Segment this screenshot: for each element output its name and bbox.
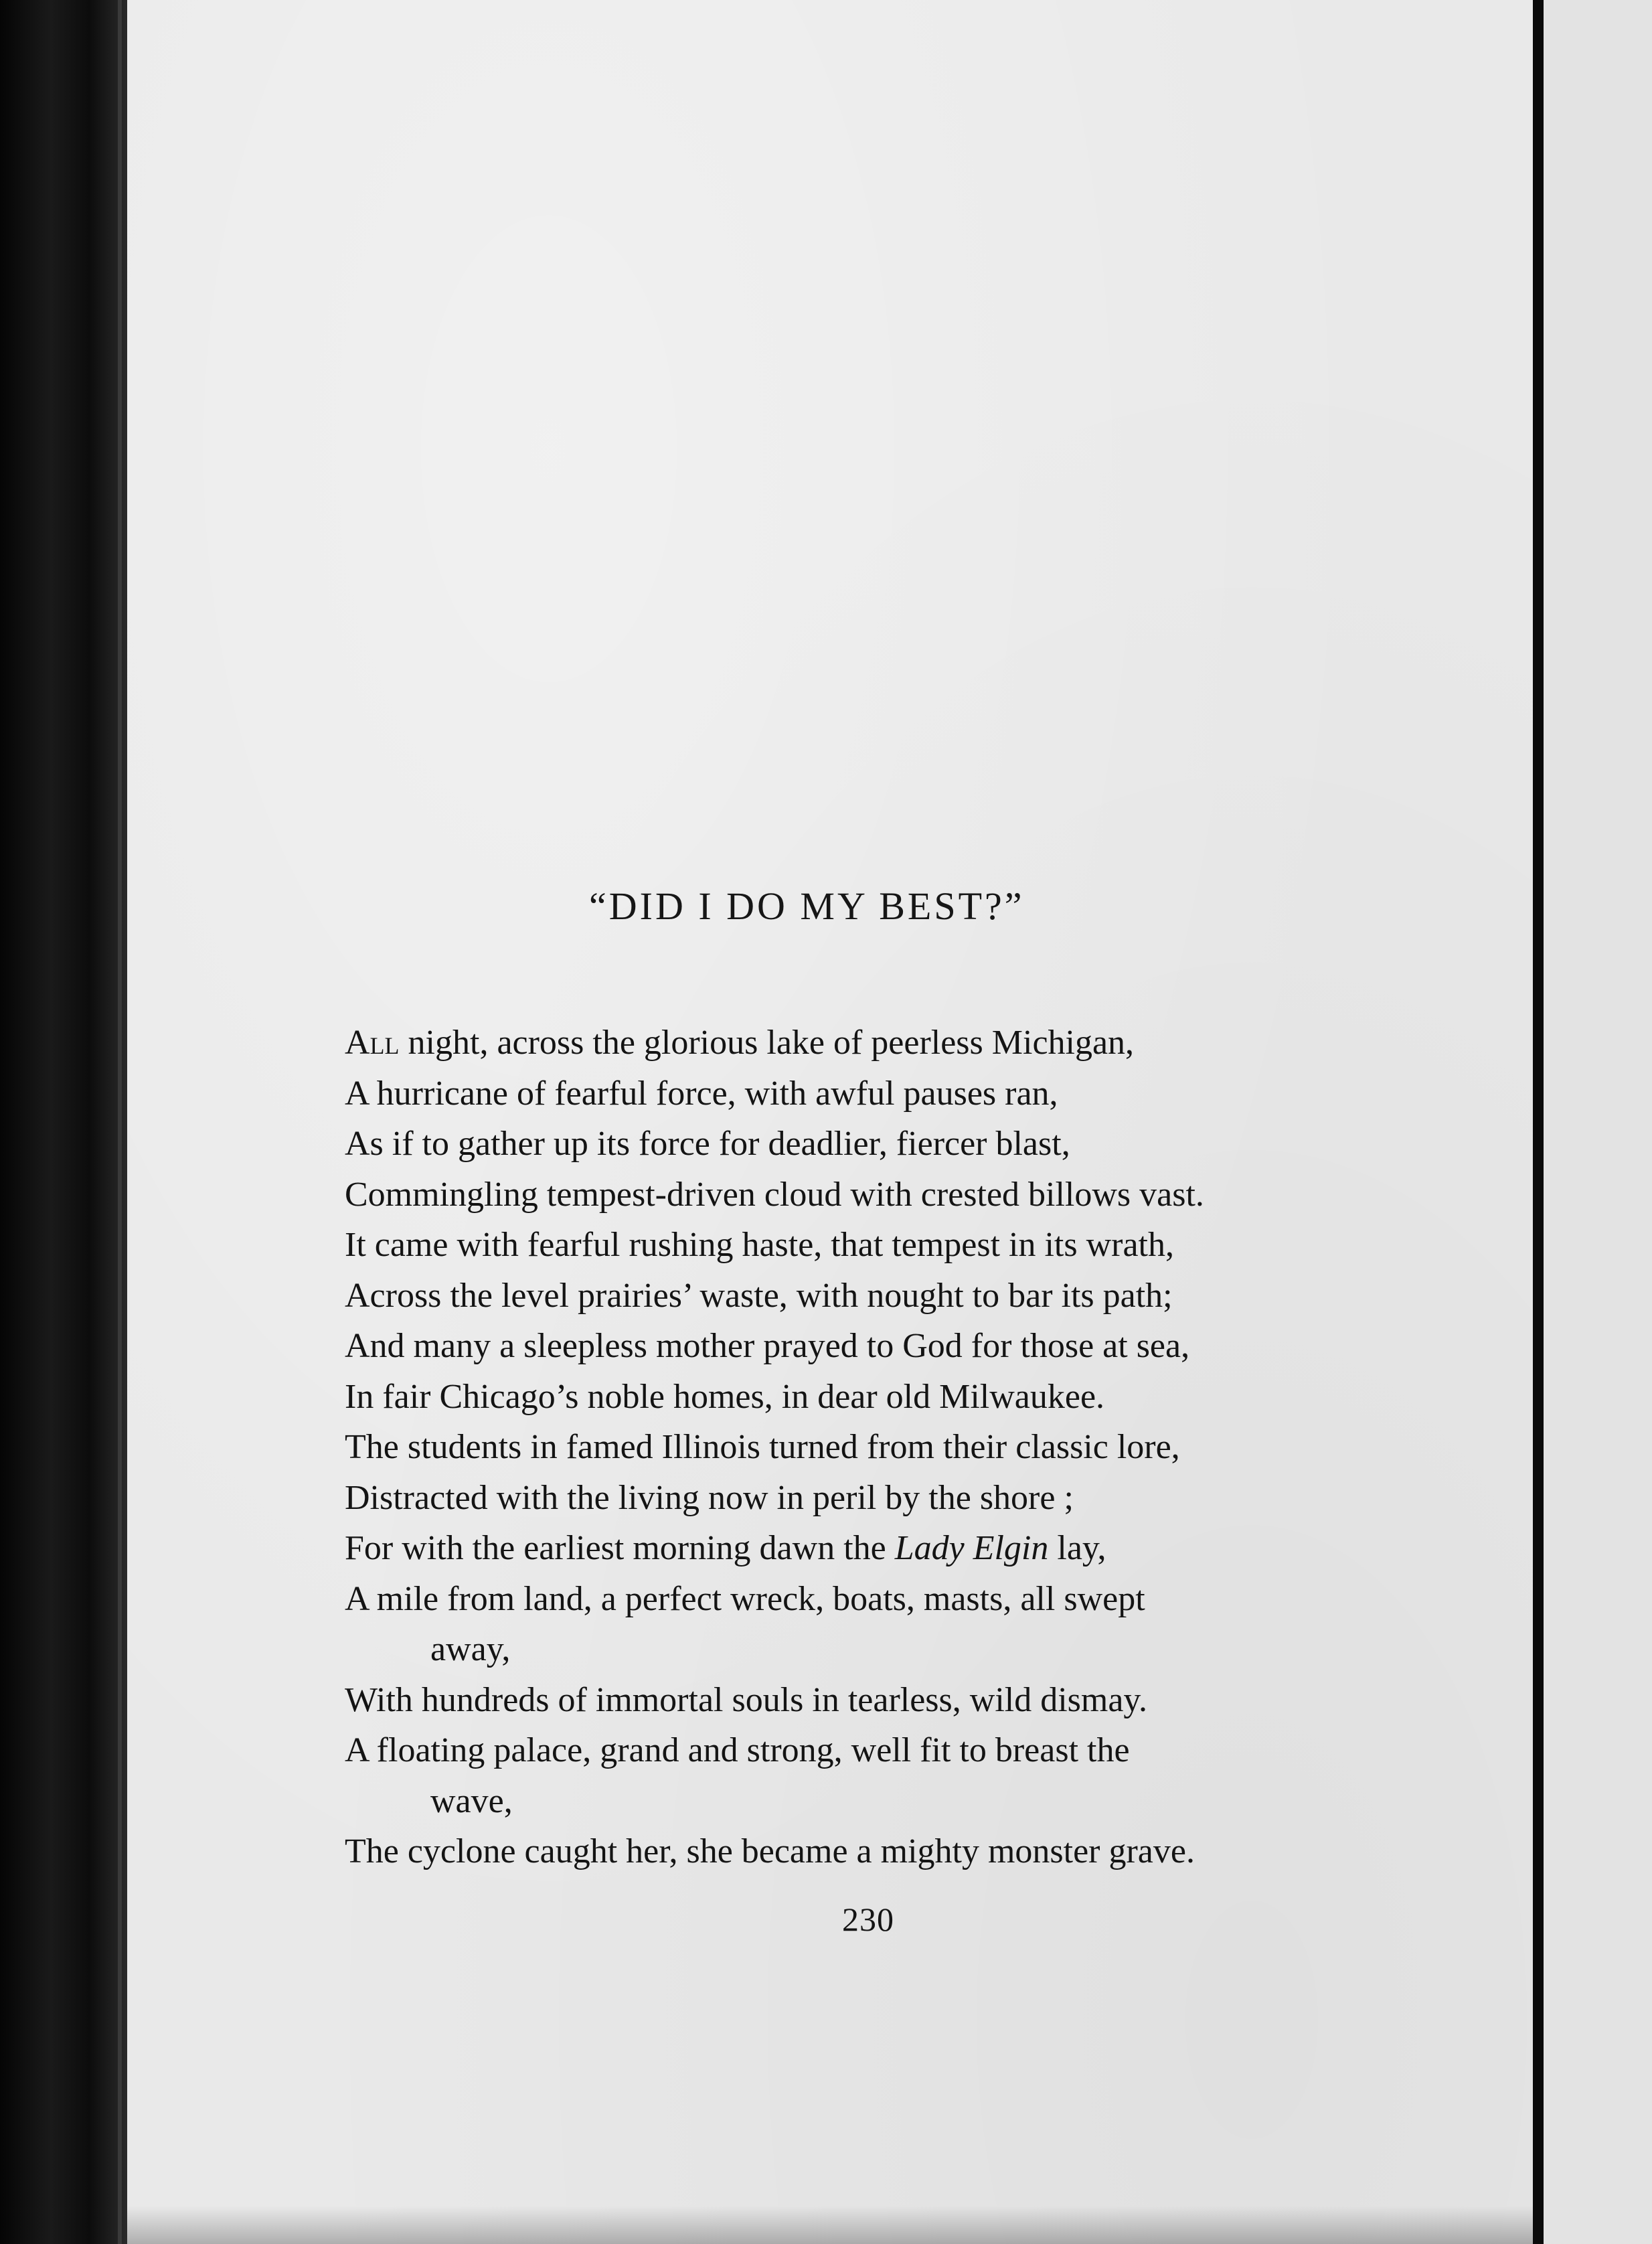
poem-line bbox=[345, 1523, 1389, 1574]
adjacent-page bbox=[1544, 0, 1652, 2244]
poem-line bbox=[345, 1018, 1389, 1068]
poem-line: With hundreds of immortal souls in tearless, wild dismay. bbox=[345, 1680, 1148, 1719]
gutter bbox=[1533, 0, 1544, 2244]
poem-title: “DID I DO MY BEST?” bbox=[589, 884, 1025, 928]
poem-line: As if to gather up its force for deadlier, fiercer blast, bbox=[345, 1125, 1070, 1163]
page-edge bbox=[118, 0, 122, 2244]
poem-line: Commingling tempest-driven cloud with crested billows vast. bbox=[345, 1175, 1204, 1214]
poem-line-continuation: away, bbox=[430, 1630, 511, 1668]
poem-line: A floating palace, grand and strong, well fit to breast the bbox=[345, 1731, 1130, 1769]
poem-line: Across the level prairies’ waste, with nought to bar its path; bbox=[345, 1276, 1173, 1315]
page-shadow bbox=[127, 2206, 1533, 2244]
poem-line: Distracted with the living now in peril by the shore ; bbox=[345, 1478, 1074, 1517]
poem-line: It came with fearful rushing haste, that tempest in its wrath, bbox=[345, 1226, 1174, 1264]
poem-line: A hurricane of fearful force, with awful pauses ran, bbox=[345, 1074, 1058, 1113]
poem-line: A mile from land, a perfect wreck, boats, masts, all swept bbox=[345, 1579, 1145, 1618]
poem-line: In fair Chicago’s noble homes, in dear old Milwaukee. bbox=[345, 1377, 1105, 1416]
poem-body bbox=[345, 1018, 1389, 1877]
page-number: 230 bbox=[842, 1901, 894, 1938]
poem-line-continuation: wave, bbox=[430, 1781, 513, 1820]
book-spine bbox=[0, 0, 127, 2244]
ship-name: Lady Elgin bbox=[894, 1529, 1049, 1567]
poem-line: The cyclone caught her, she became a mighty monster grave. bbox=[345, 1832, 1195, 1870]
poem-line-text: For with the earliest morning dawn the bbox=[345, 1529, 895, 1567]
poem-line-text: lay, bbox=[1048, 1529, 1106, 1567]
poem-line-text: night, across the glorious lake of peerless Michigan, bbox=[399, 1024, 1135, 1062]
poem-first-word: All bbox=[345, 1024, 400, 1062]
poem-line: The students in famed Illinois turned from their classic lore, bbox=[345, 1428, 1180, 1466]
poem-line: And many a sleepless mother prayed to God for those at sea, bbox=[345, 1327, 1190, 1365]
